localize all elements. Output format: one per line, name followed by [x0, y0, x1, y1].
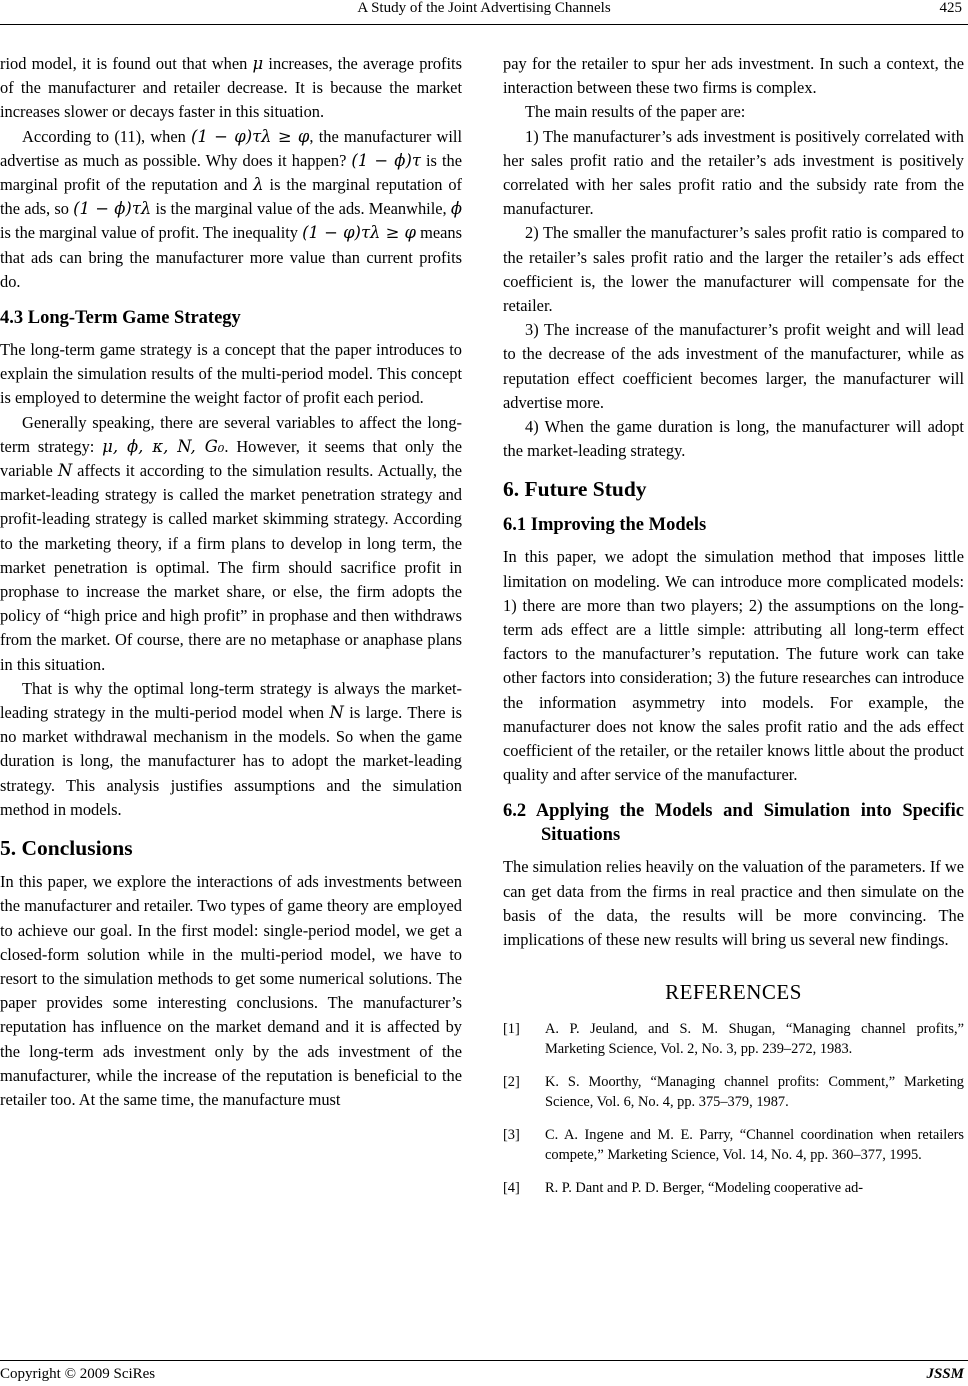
math-phi: ϕ [450, 199, 463, 219]
math-variables: μ, ϕ, κ, N, G₀ [102, 436, 225, 456]
heading-6-1: 6.1 Improving the Models [503, 515, 707, 536]
reference-item [503, 1019, 964, 1060]
footer-rule [0, 1360, 968, 1361]
paragraph-intro: riod model, it is found out that when μ increases, the average profits of the manufacturer and retailer decrease. It is because the market increases slower or decays faster in this situation. [0, 54, 462, 122]
references-heading: REFERENCES [665, 980, 802, 1005]
paragraph-4-3-2: Generally speaking, there are several variables to affect the long-term strategy: μ, ϕ, κ, N, G₀. However, it seems that only the variable N affects it according to the simulation results. Actually, the market-leading strategy is called the market penetration strategy and profit-leading strategy is called market skimming strategy. According to the marketing theory, if a firm plans to develop in long term, the market penetration is optimal. The firm should sacrifice profit in prophase to increase the market share, or else, the firm adopts the policy of “high price and high profit” in prophase and then withdraws from the market. Of course, there are no metaphase or anaphase plans in this situation. [0, 412, 462, 674]
reference-number: [4] [503, 1179, 520, 1196]
paragraph-4-3-3: That is why the optimal long-term strategy is always the market-leading strategy in the multi-period model when N is large. There is no market withdrawal mechanism in the models. So when the game duration is long, the manufacturer has to adopt the market-leading strategy. This analysis justifies assumptions and the simulation method in models. [0, 678, 463, 819]
math-lambda: λ [253, 175, 264, 195]
reference-text: K. S. Moorthy, “Managing channel profits: Comment,” Marketing Science, Vol. 6, No. 4, pp. 375–379, 1987. [545, 1073, 964, 1110]
running-title: A Study of the Joint Advertising Channels [357, 0, 611, 16]
paragraph-inequality: According to (11), when (1 − φ)τλ ≥ φ, the manufacturer will advertise as much as possible. Why does it happen? (1 − ϕ)τ is the marginal profit of the reputation and λ is the marginal reputation of the ads, so (1 − ϕ)τλ is the marginal value of the ads. Meanwhile, ϕ is the marginal value of profit. The inequality (1 − φ)τλ ≥ φ means that ads can bring the manufacturer more value than current profits do. [0, 126, 463, 291]
math-n: N [57, 461, 73, 481]
math-n-2: N [329, 703, 344, 723]
heading-6: 6. Future Study [503, 477, 647, 502]
paragraph-continued: pay for the retailer to spur her ads investment. In such a context, the interaction between these two firms is complex. [503, 54, 964, 98]
reference-list [503, 1019, 964, 1199]
reference-item [503, 1178, 964, 1199]
math-inequality-1: (1 − φ)τλ ≥ φ [191, 126, 310, 146]
reference-number: [2] [503, 1073, 520, 1090]
math-marginal-value: (1 − ϕ)τλ [73, 199, 152, 219]
result-3: 3) The increase of the manufacturer’s profit weight and will lead to the decrease of the ads investment of the manufacturer, while as reputation effect coefficient becomes larger, the manufacturer will advertise more. [503, 320, 964, 412]
paragraph-5-1: In this paper, we explore the interactions of ads investments between the manufacturer and retailer. Two types of game theory are employed to achieve our goal. In the first model: single-period model, we get a closed-form solution while in the multi-period model, we have to resort to the simulation methods to get some numerical solutions. The paper provides some interesting conclusions. The manufacturer’s reputation has influence on the market demand and it is affected by the long-term ads investment only by the ads investment of the manufacturer, while the increase of the reputation is beneficial to the retailer too. At the same time, the manufacture must [0, 872, 462, 1109]
reference-number: [1] [503, 1020, 520, 1037]
heading-4-3: 4.3 Long-Term Game Strategy [0, 308, 241, 329]
page-header [0, 0, 968, 26]
paragraph-6-2: The simulation relies heavily on the valuation of the parameters. If we can get data from the firms in real practice and then simulate on the basis of the data, the results will be more convincing. The implications of these new results will bring us several new findings. [503, 857, 964, 950]
journal-name: JSSM [926, 1366, 964, 1382]
right-column [503, 52, 964, 1210]
header-rule [0, 24, 968, 25]
reference-item [503, 1125, 964, 1166]
math-marginal-profit: (1 − ϕ)τ [351, 150, 421, 170]
reference-text: C. A. Ingene and M. E. Parry, “Channel coordination when retailers compete,” Marketing Science, Vol. 14, No. 4, pp. 360–377, 1995. [545, 1126, 964, 1163]
paragraph-main-results: The main results of the paper are: [525, 102, 746, 122]
reference-item [503, 1072, 964, 1113]
copyright-notice: Copyright © 2009 SciRes [0, 1366, 156, 1382]
reference-number: [3] [503, 1126, 520, 1143]
page-footer [0, 1360, 968, 1386]
result-2: 2) The smaller the manufacturer’s sales profit ratio is compared to the retailer’s sales profit ratio and the larger the retailer’s ads effect coefficient is, the lower the manufacturer will compensate for the retailer. [503, 223, 964, 316]
page-number: 425 [939, 0, 962, 16]
result-1: 1) The manufacturer’s ads investment is positively correlated with her sales profit ratio and the retailer’s ads investment is positively correlated with her sales profit ratio and the subsidy rate from the manufacturer. [503, 126, 964, 219]
math-mu: μ [252, 54, 264, 73]
paragraph-6-1: In this paper, we adopt the simulation method that imposes little limitation on modeling. We can introduce more complicated models: 1) there are more than two players; 2) the assumptions on the long-term ads effect are a little simple: attributing all long-term effect factors to the manufacturer’s reputation. The future work can take other factors into consideration; 3) the future researches can introduce the information asymmetry into models. For example, the manufacturer does not know the sales profit ratio and the ads effect coefficient of the retailer, or the retailer knows little about the product quality and after service of the manufacturer. [503, 547, 964, 785]
paragraph-4-3-1: The long-term game strategy is a concept that the paper introduces to explain the simulation results of the multi-period model. This concept is employed to determine the weight factor of profit each period. [0, 340, 462, 408]
math-inequality-2: (1 − φ)τλ ≥ φ [302, 223, 417, 243]
heading-6-2: 6.2 Applying the Models and Simulation into Specific Situations [503, 801, 964, 846]
reference-text: R. P. Dant and P. D. Berger, “Modeling cooperative ad- [545, 1179, 864, 1196]
heading-5: 5. Conclusions [0, 836, 133, 861]
left-column [0, 52, 462, 1112]
reference-text: A. P. Jeuland, and S. M. Shugan, “Managing channel profits,” Marketing Science, Vol. 2, No. 3, pp. 239–272, 1983. [545, 1020, 964, 1057]
result-4: 4) When the game duration is long, the manufacturer will adopt the market-leading strategy. [503, 417, 964, 461]
